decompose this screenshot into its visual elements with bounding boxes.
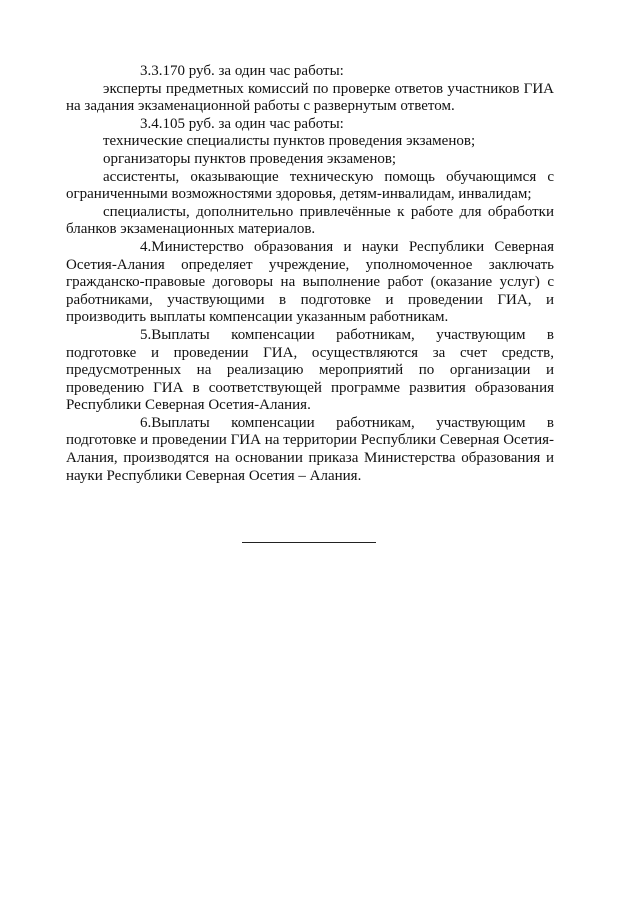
paragraph-text: технические специалисты пунктов проведения экзаменов; [103,133,476,150]
paragraph-3-4 [66,116,554,134]
paragraph-3-3 [66,63,554,81]
paragraph-number: 5. [140,326,152,343]
paragraph-text: 105 руб. за один час работы: [162,115,344,132]
paragraph-6 [66,415,554,485]
paragraph-text: Выплаты компенсации работникам, участвующим в подготовке и проведении ГИА на территории Республики Северная Осетия-Алания, производятся на основании приказа Министерства образования и науки Республики Северная Осетия – Алания. [66,414,554,484]
paragraph-number: 3.4. [140,115,163,132]
paragraph-tech-specialists [66,133,554,151]
paragraph-specialists [66,204,554,239]
paragraph-number: 4. [140,238,152,255]
closing-rule [242,542,376,543]
paragraph-number: 6. [140,414,152,431]
document-body [66,63,554,485]
paragraph-assistants [66,169,554,204]
paragraph-text: организаторы пунктов проведения экзаменов; [103,150,397,167]
paragraph-text: эксперты предметных комиссий по проверке ответов участников ГИА на задания экзаменационной работы с развернутым ответом. [66,80,554,115]
paragraph-text: специалисты, дополнительно привлечённые к работе для обработки бланков экзаменационных материалов. [66,203,554,238]
paragraph-number: 3.3. [140,63,163,79]
paragraph-text: Министерство образования и науки Республики Северная Осетия-Алания определяет учреждение, уполномоченное заключать гражданско-правовые договоры на выполнение работ (оказание услуг) с работниками, участвующими в подготовке и проведении ГИА, и производить выплаты компенсации указанным работникам. [66,238,554,326]
paragraph-5 [66,327,554,415]
paragraph-text: 170 руб. за один час работы: [162,63,344,79]
paragraph-text: Выплаты компенсации работникам, участвующим в подготовке и проведении ГИА, осуществляются за счет средств, предусмотренных на реализацию мероприятий по организации и проведению ГИА в соответствующей программе развития образования Республики Северная Осетия-Алания. [66,326,554,414]
paragraph-text: ассистенты, оказывающие техническую помощь обучающимся с ограниченными возможностями здоровья, детям-инвалидам, инвалидам; [66,168,554,203]
paragraph-organizers [66,151,554,169]
paragraph-experts [66,81,554,116]
paragraph-4 [66,239,554,327]
